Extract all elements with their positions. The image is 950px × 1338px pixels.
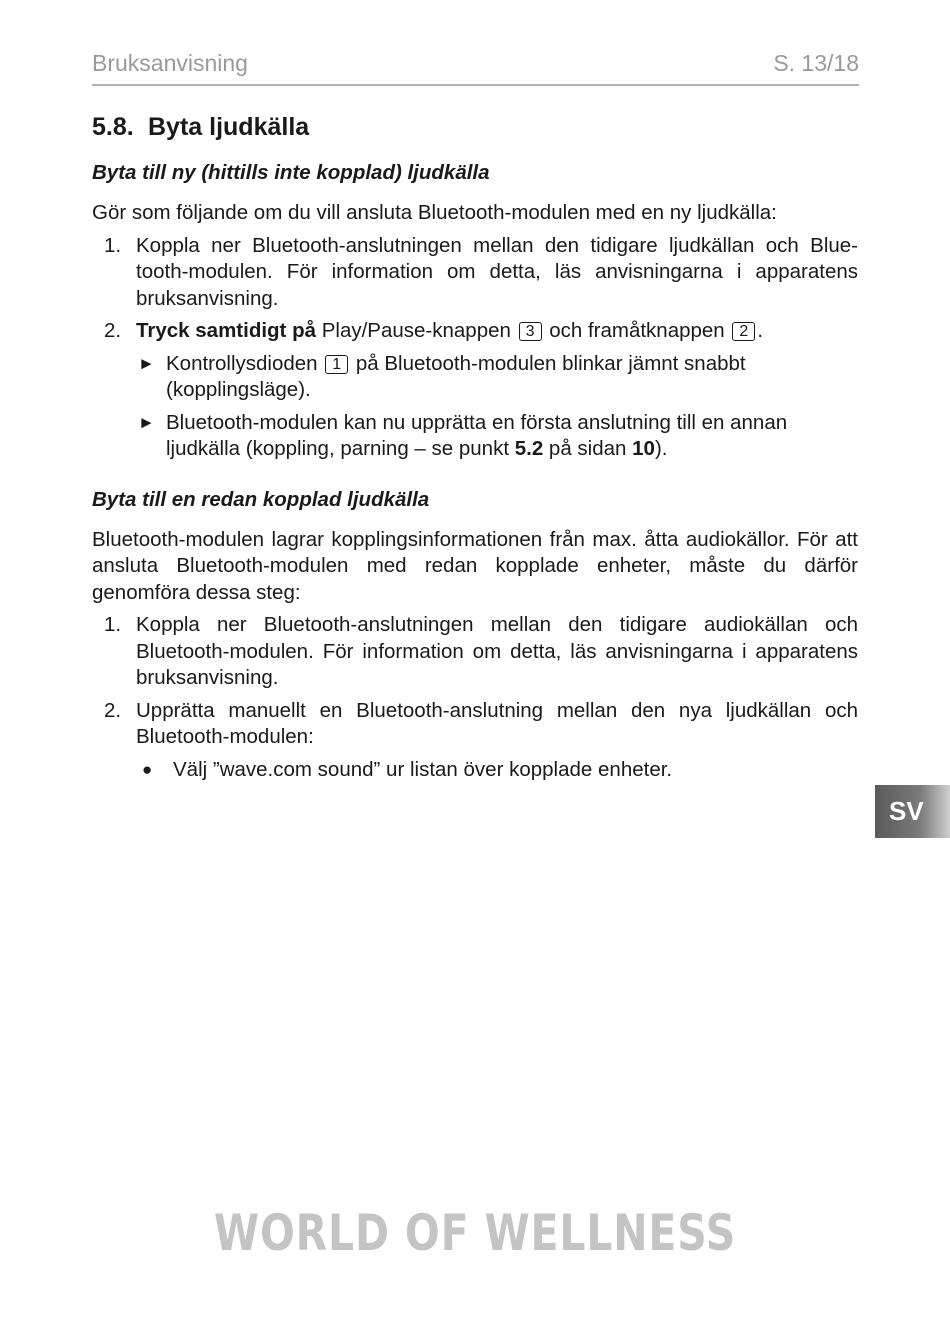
button-ref-box: 3 — [519, 322, 542, 341]
list-item — [92, 698, 858, 751]
step-text: Koppla ner Bluetooth-anslutningen mellan den tidigare audiokällan och Bluetooth-modulen. För information om detta, läs anvisningarna i apparatens bruksanvisning. — [136, 613, 858, 689]
button-ref-box: 2 — [732, 322, 755, 341]
step-text: Koppla ner Bluetooth-anslutningen mellan den tidigare ljudkällan och Blue-tooth-modulen. För information om detta, läs anvisningarna i apparatens bruksanvisning. — [136, 233, 858, 310]
result-text: Kontrollysdioden — [166, 351, 324, 375]
bullet-text: Välj ”wave.com sound” ur listan över kopplade enheter. — [173, 757, 673, 781]
main-content — [92, 108, 858, 789]
section-heading — [92, 108, 858, 146]
bullet-icon: ● — [142, 759, 153, 779]
list-item — [92, 612, 858, 692]
step-number: 2. — [104, 319, 122, 342]
list-item — [92, 233, 858, 313]
page-header — [92, 48, 859, 86]
arrow-icon: ► — [138, 353, 155, 373]
step-text: Play/Pause-knappen — [316, 319, 517, 342]
result-text: på Bluetooth-modulen blinkar jämnt snabbt (kopplingsläge). — [166, 351, 746, 401]
bullet-item — [92, 757, 858, 784]
subheading-paired-source: Byta till en redan kopplad ljudkälla — [92, 487, 430, 511]
brand-logo: WORLD OF WELLNESS — [213, 1204, 737, 1262]
intro-new-source: Gör som följande om du vill ansluta Bluetooth-modulen med en ny ljudkälla: — [92, 201, 777, 224]
language-code: SV — [889, 796, 924, 826]
subheading-new-source: Byta till ny (hittills inte kopplad) ljudkälla — [92, 161, 490, 184]
list-item — [92, 318, 858, 345]
step-number: 1. — [104, 613, 122, 636]
arrow-icon: ► — [138, 412, 155, 432]
step-text: . — [757, 319, 764, 342]
step-bold-text: Tryck samtidigt på — [136, 319, 317, 342]
document-title: Bruksanvisning — [92, 50, 248, 76]
section-title: Byta ljudkälla — [148, 113, 310, 141]
section-ref: 5.2 — [514, 437, 544, 460]
language-tab — [875, 785, 950, 838]
result-text: ). — [654, 437, 668, 460]
intro-paired-source: Bluetooth-modulen lagrar kopplingsinformationen från max. åtta audiokällor. För att ansluta Bluetooth-modulen med redan kopplade enheter, måste du därför genomföra dessa steg: — [92, 527, 858, 604]
page-number: S. 13/18 — [773, 50, 859, 76]
step-text: Upprätta manuellt en Bluetooth-anslutning mellan den nya ljudkällan och Bluetooth-modulen: — [136, 698, 858, 748]
result-text: på sidan — [543, 437, 633, 460]
led-ref-box: 1 — [325, 355, 348, 374]
page-ref: 10 — [632, 437, 655, 460]
result-item — [92, 410, 858, 463]
step-text: och framåtknappen — [543, 319, 731, 342]
section-number: 5.8. — [92, 113, 134, 141]
result-item — [92, 351, 858, 404]
result-text: Bluetooth-modulen kan nu upprätta en första anslutning till en annan ljudkälla (koppling, parning – se punkt — [166, 410, 788, 460]
step-number: 1. — [104, 233, 122, 257]
step-number: 2. — [104, 698, 122, 722]
